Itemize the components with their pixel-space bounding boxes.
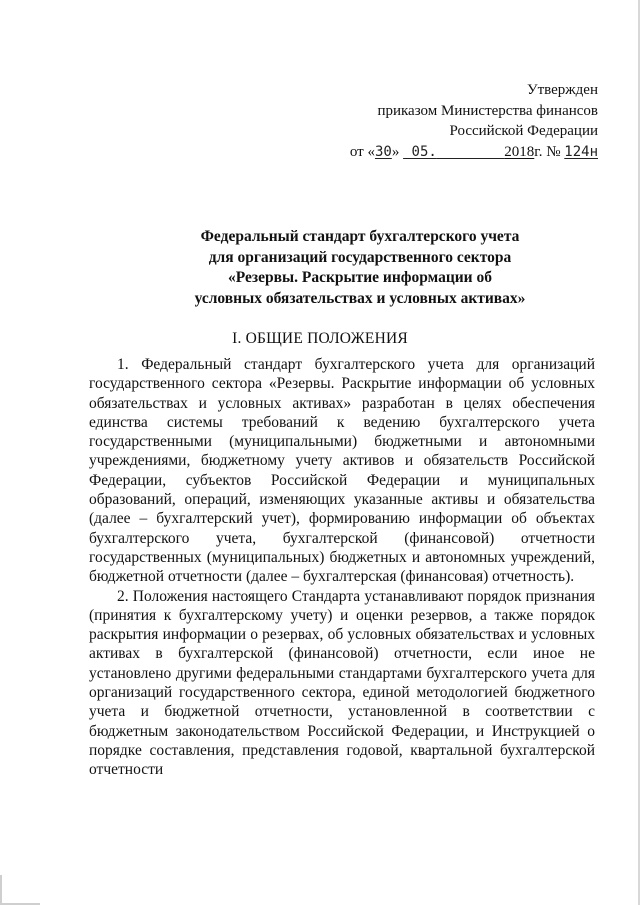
paragraph-1: 1. Федеральный стандарт бухгалтерского учета для организаций государственного сектора «Резервы. Раскрытие информации об условных обязательствах и условных активах» разработан в целях обеспечения единства системы требований к ведению бухгалтерского учета государственными (муниципальными) бюджетными и автономными учреждениями, бюджетному учету активов и обязательств Российской Федерации, субъектов Российской Федерации и муниципальных образований, операций, изменяющих указанные активы и обязательства (далее – бухгалтерский учет), формированию информации об объектах бухгалтерского учета, бухгалтерской (финансовой) отчетности государственных (муниципальных) бюджетных и автономных учреждений, бюджетной отчетности (далее – бухгалтерская (финансовая) отчетность).: [89, 356, 595, 586]
section-heading: I. ОБЩИЕ ПОЛОЖЕНИЯ: [232, 330, 408, 347]
order-number: 124н: [564, 143, 598, 160]
document-body: [89, 355, 595, 780]
title-line-3: «Резервы. Раскрытие информации об: [228, 269, 492, 286]
date-year-suffix: г. №: [534, 143, 561, 160]
date-mid: »: [391, 143, 400, 160]
title-line-1: Федеральный стандарт бухгалтерского учета: [200, 228, 520, 245]
approval-line-2: приказом Министерства финансов: [377, 102, 598, 119]
paragraph-2: 2. Положения настоящего Стандарта устанавливают порядок признания (принятия к бухгалтерскому учету) и оценки резервов, а также порядок раскрытия информации о резервах, об условных обязательствах и условных активах в бухгалтерской (финансовой) отчетности, если иное не установлено другими федеральными стандартами бухгалтерского учета для организаций государственного сектора, единой методологией бюджетного учета и бюджетной отчетности, установленной в соответствии с бюджетным законодательством Российской Федерации, и Инструкцией о порядке составления, представления годовой, квартальной бухгалтерской отчетности: [89, 587, 595, 779]
date-day: 30: [374, 143, 392, 160]
document-title: [160, 227, 560, 309]
date-prefix: от «: [349, 143, 375, 160]
title-line-2: для организаций государственного сектора: [208, 248, 512, 266]
date-year: 2018: [504, 143, 535, 160]
scan-corner-mark: [0, 875, 40, 905]
approval-line-3: Российской Федерации: [449, 123, 598, 139]
approval-line-1: Утвержден: [526, 82, 598, 98]
title-line-4: условных обязательствах и условных активах»: [194, 289, 526, 307]
date-month: 05.: [411, 143, 437, 160]
approval-date-line: [350, 142, 598, 163]
approval-block: [350, 80, 598, 162]
